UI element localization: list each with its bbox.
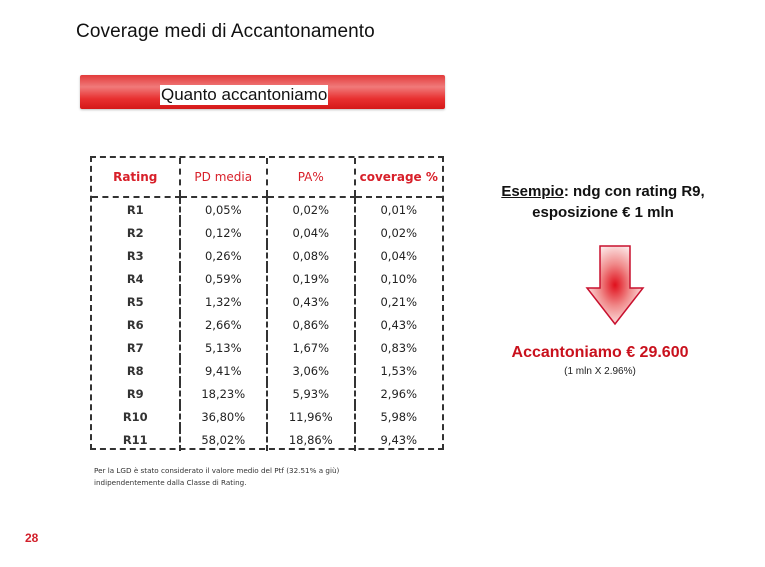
table-row xyxy=(92,313,442,336)
banner-label: Quanto accantoniamo xyxy=(161,85,328,104)
table-header-row xyxy=(92,158,442,197)
cell-pa: 3,06% xyxy=(267,359,355,382)
cell-pd: 2,66% xyxy=(180,313,268,336)
result-formula: (1 mln X 2.96%) xyxy=(564,366,636,377)
cell-pd: 0,26% xyxy=(180,244,268,267)
cell-rating: R9 xyxy=(126,386,144,401)
table-row xyxy=(92,336,442,359)
table-row xyxy=(92,290,442,313)
header-coverage: coverage % xyxy=(355,158,443,197)
cell-coverage: 0,21% xyxy=(355,290,443,313)
cell-pd: 1,32% xyxy=(180,290,268,313)
example-text xyxy=(468,181,738,223)
cell-pa: 0,02% xyxy=(267,197,355,221)
result-amount: Accantoniamo € 29.600 xyxy=(511,344,689,361)
example-label: Esempio xyxy=(501,183,564,200)
cell-rating: R5 xyxy=(126,294,144,309)
cell-rating: R4 xyxy=(126,271,144,286)
cell-rating: R3 xyxy=(126,248,144,263)
cell-rating: R6 xyxy=(126,317,144,332)
cell-pd: 5,13% xyxy=(180,336,268,359)
table-row xyxy=(92,267,442,290)
cell-pd: 0,05% xyxy=(180,197,268,221)
cell-coverage: 1,53% xyxy=(355,359,443,382)
cell-pd: 36,80% xyxy=(180,405,268,428)
table-row xyxy=(92,405,442,428)
cell-pd: 0,12% xyxy=(180,221,268,244)
cell-rating: R11 xyxy=(122,432,148,447)
cell-pa: 18,86% xyxy=(267,428,355,451)
example-line-1-rest: : ndg con rating R9, xyxy=(563,183,705,200)
cell-rating: R1 xyxy=(126,202,144,217)
rating-table xyxy=(92,158,442,451)
down-arrow-icon xyxy=(585,244,645,326)
cell-rating: R7 xyxy=(126,340,144,355)
cell-coverage: 2,96% xyxy=(355,382,443,405)
table-row xyxy=(92,359,442,382)
cell-coverage: 0,01% xyxy=(355,197,443,221)
cell-pd: 18,23% xyxy=(180,382,268,405)
cell-pa: 0,86% xyxy=(267,313,355,336)
header-pd-media: PD media xyxy=(180,158,268,197)
cell-pa: 11,96% xyxy=(267,405,355,428)
table-row xyxy=(92,382,442,405)
cell-rating: R8 xyxy=(126,363,144,378)
cell-pa: 0,04% xyxy=(267,221,355,244)
cell-pd: 0,59% xyxy=(180,267,268,290)
cell-pa: 1,67% xyxy=(267,336,355,359)
cell-pd: 9,41% xyxy=(180,359,268,382)
header-pa: PA% xyxy=(267,158,355,197)
example-line-2: esposizione € 1 mln xyxy=(532,204,674,221)
table-row xyxy=(92,197,442,221)
table-row xyxy=(92,244,442,267)
cell-rating: R2 xyxy=(126,225,144,240)
cell-pa: 0,08% xyxy=(267,244,355,267)
slide-title: Coverage medi di Accantonamento xyxy=(76,21,375,42)
footnote xyxy=(94,465,414,489)
cell-pa: 0,19% xyxy=(267,267,355,290)
cell-coverage: 0,10% xyxy=(355,267,443,290)
cell-coverage: 0,43% xyxy=(355,313,443,336)
rating-table-frame xyxy=(90,156,444,450)
cell-rating: R10 xyxy=(122,409,148,424)
table-row xyxy=(92,221,442,244)
cell-coverage: 5,98% xyxy=(355,405,443,428)
cell-coverage: 0,04% xyxy=(355,244,443,267)
cell-pa: 0,43% xyxy=(267,290,355,313)
table-row xyxy=(92,428,442,451)
cell-coverage: 0,02% xyxy=(355,221,443,244)
cell-coverage: 0,83% xyxy=(355,336,443,359)
cell-coverage: 9,43% xyxy=(355,428,443,451)
example-line-1 xyxy=(468,181,738,202)
cell-pd: 58,02% xyxy=(180,428,268,451)
section-banner xyxy=(80,75,445,109)
footnote-line-2: indipendentemente dalla Classe di Rating. xyxy=(94,478,247,487)
footnote-line-1: Per la LGD è stato considerato il valore medio del Ptf (32.51% a giù) xyxy=(94,466,340,475)
header-rating: Rating xyxy=(92,158,180,197)
page-number: 28 xyxy=(25,531,39,545)
cell-pa: 5,93% xyxy=(267,382,355,405)
